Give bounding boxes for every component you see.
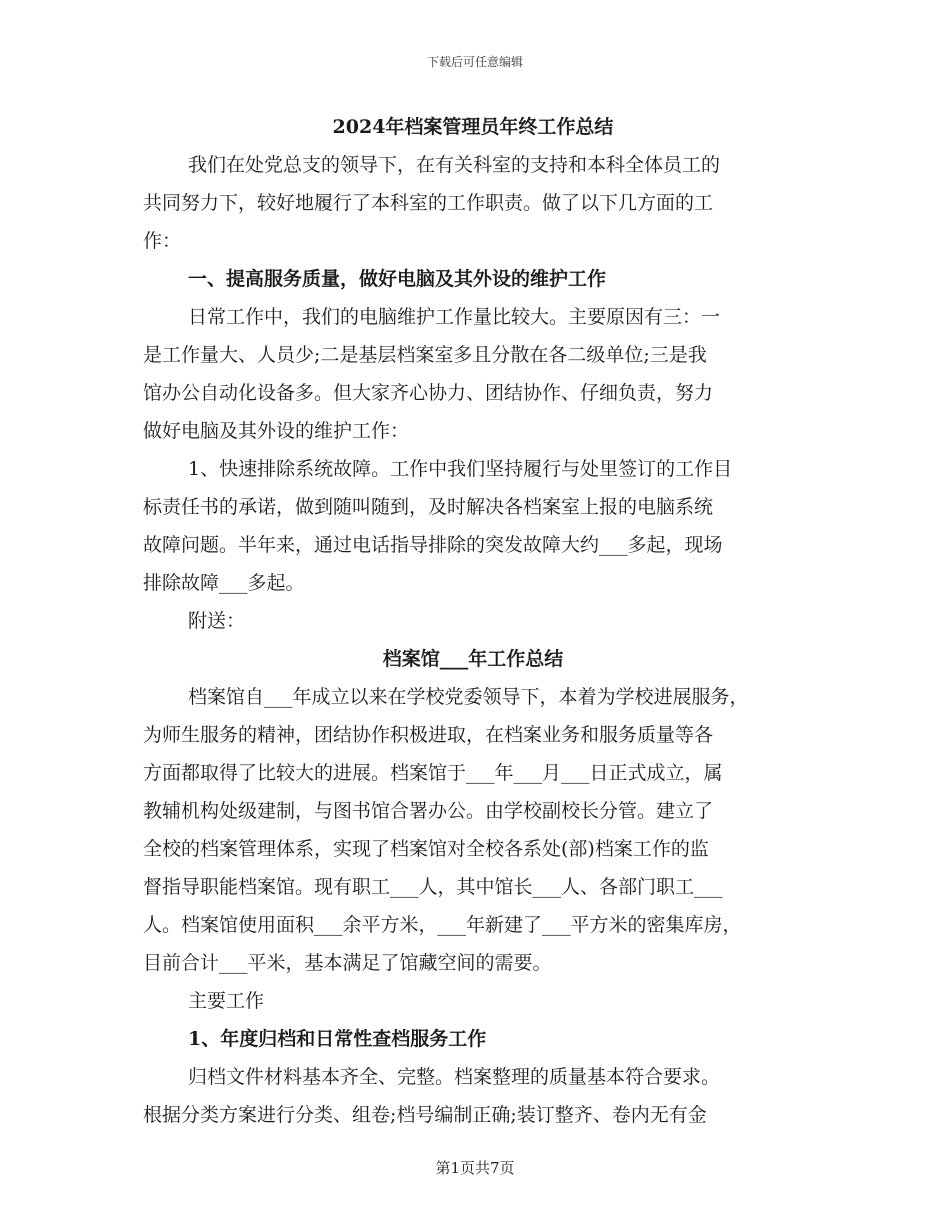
paragraph-line: 馆办公自动化设备多。但大家齐心协力、团结协作、仔细负责，努力 — [143, 382, 714, 404]
paragraph-line: 故障问题。半年来，通过电话指导排除的突发故障大约___多起，现场 — [143, 534, 723, 556]
paragraph-line: 1、快速排除系统故障。工作中我们坚持履行与处里签订的工作目 — [188, 458, 733, 480]
document-title: 2024年档案管理员年终工作总结 — [332, 116, 614, 138]
paragraph-line: 档案馆自___年成立以来在学校党委领导下，本着为学校进展服务， — [188, 686, 749, 708]
paragraph-line: 督指导职能档案馆。现有职工___人，其中馆长___人、各部门职工___ — [143, 876, 723, 898]
page-header: 下载后可任意编辑 — [426, 55, 523, 69]
section-heading: 1、年度归档和日常性查档服务工作 — [188, 1028, 487, 1050]
paragraph-line: 是工作量大、人员少;二是基层档案室多且分散在各二级单位;三是我 — [143, 344, 707, 366]
attachment-title: 档案馆___年工作总结 — [382, 648, 564, 670]
paragraph-line: 为师生服务的精神，团结协作积极进取，在档案业务和服务质量等各 — [143, 724, 714, 746]
subsection-label: 主要工作 — [188, 990, 265, 1012]
paragraph-line: 教辅机构处级建制，与图书馆合署办公。由学校副校长分管。建立了 — [143, 800, 714, 822]
paragraph-line: 日常工作中，我们的电脑维护工作量比较大。主要原因有三：一 — [188, 306, 721, 328]
paragraph-line: 作： — [143, 230, 182, 252]
section-heading: 一、提高服务质量，做好电脑及其外设的维护工作 — [188, 268, 607, 290]
paragraph-line: 目前合计___平米，基本满足了馆藏空间的需要。 — [143, 952, 552, 974]
paragraph-line: 排除故障___多起。 — [143, 572, 305, 594]
paragraph-line: 标责任书的承诺，做到随叫随到，及时解决各档案室上报的电脑系统 — [143, 496, 714, 518]
paragraph-line: 方面都取得了比较大的进展。档案馆于___年___月___日正式成立，属 — [143, 762, 723, 784]
paragraph-line: 我们在处党总支的领导下，在有关科室的支持和本科全体员工的 — [188, 154, 721, 176]
document-body — [143, 108, 803, 1134]
paragraph-line: 做好电脑及其外设的维护工作： — [143, 420, 410, 442]
paragraph-line: 共同努力下，较好地履行了本科室的工作职责。做了以下几方面的工 — [143, 192, 714, 214]
paragraph-line: 归档文件材料基本齐全、完整。档案整理的质量基本符合要求。 — [188, 1066, 721, 1088]
attachment-label: 附送： — [188, 610, 246, 632]
paragraph-line: 全校的档案管理体系，实现了档案馆对全校各系处(部)档案工作的监 — [143, 838, 709, 860]
paragraph-line: 根据分类方案进行分类、组卷;档号编制正确;装订整齐、卷内无有金 — [143, 1104, 707, 1126]
paragraph-line: 人。档案馆使用面积___余平方米，___年新建了___平方米的密集库房， — [143, 914, 742, 936]
page-footer: 第1页共7页 — [435, 1159, 515, 1177]
